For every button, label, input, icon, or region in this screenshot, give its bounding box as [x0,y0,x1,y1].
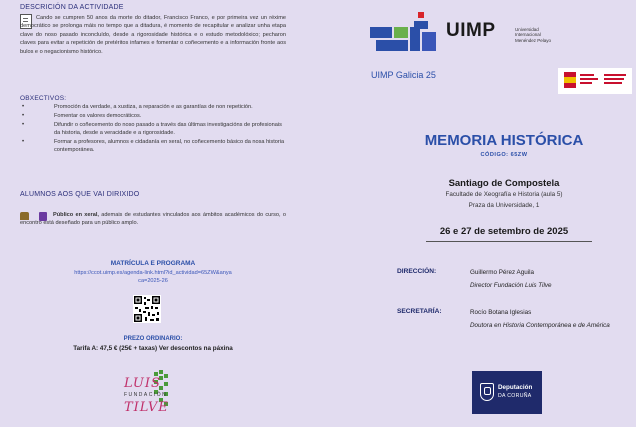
description-text: Cando se cumpren 50 anos da morte do ditador, Francisco Franco, e por primeira vez un réxime democrático se prolonga máis no tempo que a ditadura, é momento de recapitular e analizar unha etapa clave do noso pasado inconcluído, desde a rigorosidade histórica e o estudo metodolóxico; pecharon claves para evitar a repetición de pretéritos infames e fomentar o coñecemento e a información fronte aos bulos e o negacionismo histórico. [20,15,286,55]
event-dates: 26 e 27 de setembro de 2025 [439,226,569,237]
event-code: CÓDIGO: 65ZW [480,152,528,158]
qr-code[interactable] [133,295,161,323]
audience-title: ALUMNOS AOS QUE VAI DIRIXIDO [20,191,140,198]
objective-item: • Formar a profesores, alumnos e cidadanía en xeral, no coñecemento básico da nosa historia contemporánea. [20,138,286,155]
uimp-logo-text: UIMP [446,20,496,41]
price-text: Tarifa A: 47,5 € (25€ + taxas) Ver descontos na páxina [73,345,233,352]
audience-bold: Público en xeral, [53,212,99,218]
deputacion-coruna-logo [472,371,542,414]
direction-role: Director Fundación Luis Tilve [470,282,552,289]
deputacion-line2: DA CORUÑA [498,393,532,399]
divider [426,241,592,242]
direction-name: Guillermo Pérez Aguila [470,269,535,276]
secretary-label: SECRETARÍA: [397,308,442,315]
uimp-sub-line: Internacional [515,32,541,38]
venue-tag: UIMP Galicia 25 [371,70,436,80]
uimp-full-name [515,27,551,43]
objectives-title: OBXECTIVOS: [20,95,67,102]
price-title: PREZO ORDINARIO: [123,336,183,342]
enrolment-title: MATRÍCULA E PROGRAMA [110,260,196,267]
event-address: Praza da Universidade, 1 [468,202,540,209]
shield-icon [480,383,494,401]
audience-rest: ademais de estudantes vinculados aos ámbitos académicos do curso, o encontro está deseñado para un público amplo. [20,212,286,227]
event-city: Santiago de Compostela [448,178,560,189]
objectives-list [20,103,286,155]
audience-text [20,211,286,228]
objective-item: • Difundir o coñecemento do noso pasado a través das últimas investigacións de profesionais da historia, desde a veracidade e a rigorosidade. [20,121,286,138]
enrolment-link[interactable]: https://ccot.uimp.es/agenda-link.html?id_actividad=65ZW&anyaca=2025-26 [74,270,232,284]
logo-fundacion: FUNDACIÓN [124,392,168,398]
uimp-sub-line: Universidad [515,27,539,32]
direction-label: DIRECCIÓN: [397,268,437,275]
government-logo [558,68,632,94]
event-title: MEMORIA HISTÓRICA [424,132,584,149]
logo-luis: LUIS [124,376,161,391]
fundacion-luis-tilve-logo [124,370,184,420]
event-faculty: Facultade de Xeografía e Historia (aula 5) [445,191,563,198]
objective-item: • Fomentar os valores democráticos. [20,112,286,120]
secretary-name: Rocío Botana Iglesias [470,309,532,316]
logo-tilve: TILVE [124,400,169,415]
description-title: DESCRICIÓN DA ACTIVIDADE [20,4,124,11]
coat-of-arms-icon [564,72,576,88]
secretary-role: Doutora en Historia Contemporánea e de América [470,322,610,329]
uimp-logo-mark [370,12,436,52]
uimp-sub-line: Menéndez Pelayo [515,37,552,43]
deputacion-line1: Deputación [498,384,533,391]
objective-item: • Promoción da verdade, a xustiza, a reparación e as garantías de non repetición. [20,103,286,111]
